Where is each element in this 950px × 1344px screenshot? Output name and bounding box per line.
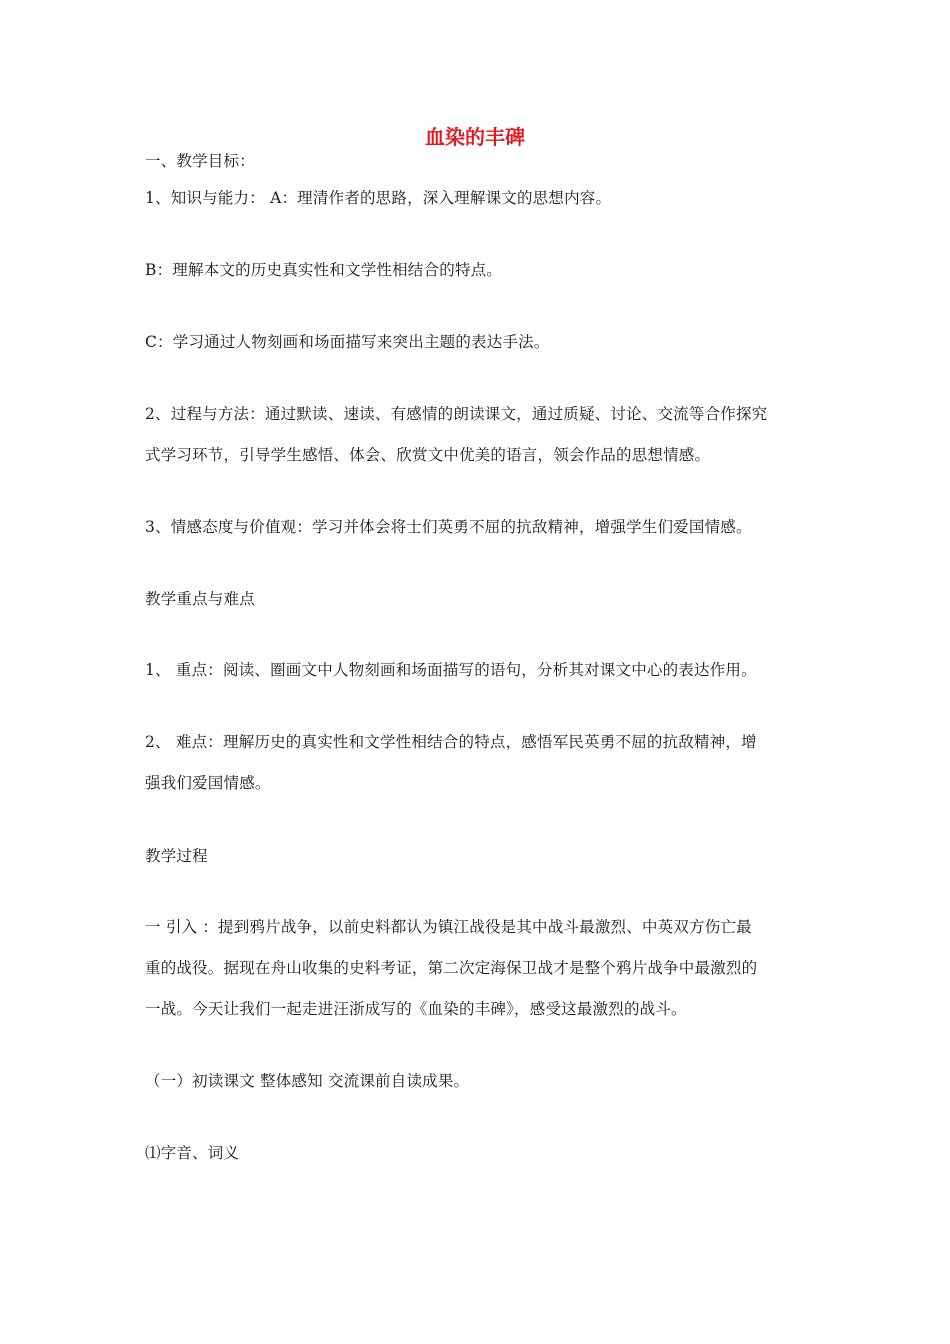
section-heading-process: 教学过程 [145, 847, 208, 865]
paragraph-line: 1、知识与能力： A：理清作者的思路，深入理解课文的思想内容。 [145, 189, 612, 207]
document-title: 血染的丰碑 [425, 125, 525, 149]
paragraph-line: 一战。今天让我们一起走进汪浙成写的《血染的丰碑》，感受这最激烈的战斗。 [145, 1000, 687, 1018]
paragraph-line: 一 引入 ：提到鸦片战争，以前史料都认为镇江战役是其中战斗最激烈、中英双方伤亡最 [145, 918, 752, 936]
paragraph-line: B：理解本文的历史真实性和文学性相结合的特点。 [145, 261, 502, 279]
section-heading-objectives: 一、教学目标： [145, 152, 255, 170]
paragraph-line: 重的战役。据现在舟山收集的史料考证，第二次定海保卫战才是整个鸦片战争中最激烈的 [145, 959, 758, 977]
paragraph-line: 2、 难点：理解历史的真实性和文学性相结合的特点，感悟军民英勇不屈的抗敌精神，增 [145, 733, 757, 751]
paragraph-line: （一）初读课文 整体感知 交流课前自读成果。 [145, 1072, 470, 1090]
paragraph-line: ⑴字音、词义 [145, 1144, 240, 1162]
paragraph-line: 3、情感态度与价值观：学习并体会将士们英勇不屈的抗敌精神，增强学生们爱国情感。 [145, 518, 752, 536]
paragraph-line: C：学习通过人物刻画和场面描写来突出主题的表达手法。 [145, 333, 550, 351]
paragraph-line: 1、 重点：阅读、圈画文中人物刻画和场面描写的语句，分析其对课文中心的表达作用。 [145, 661, 757, 679]
paragraph-line: 强我们爱国情感。 [145, 774, 271, 792]
paragraph-line: 式学习环节，引导学生感悟、体会、欣赏文中优美的语言，领会作品的思想情感。 [145, 446, 711, 464]
paragraph-line: 2、过程与方法：通过默读、速读、有感情的朗读课文，通过质疑、讨论、交流等合作探究 [145, 405, 768, 423]
section-heading-key-points: 教学重点与难点 [145, 590, 255, 608]
